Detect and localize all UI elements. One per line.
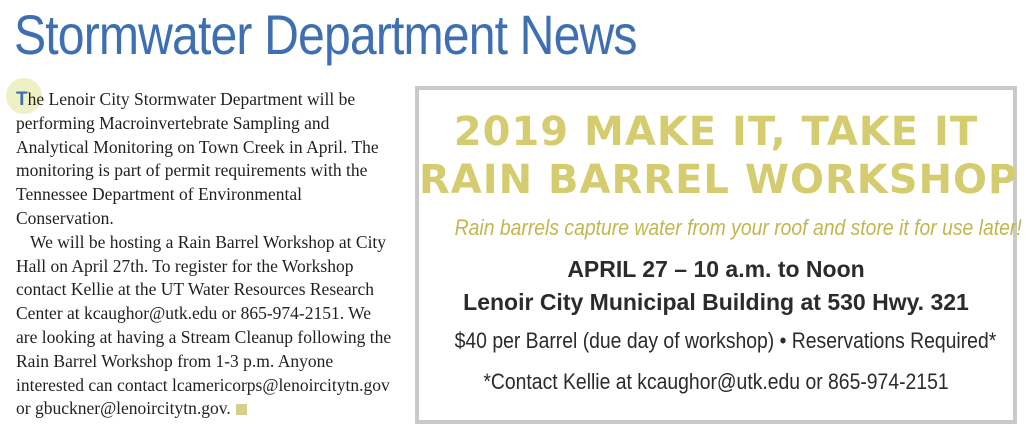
workshop-contact: *Contact Kellie at kcaughor@utk.edu or 865-974-2151 xyxy=(483,369,949,394)
workshop-tagline: Rain barrels capture water from your roof and store it for use later! xyxy=(454,215,1022,240)
workshop-date-time: APRIL 27 – 10 a.m. to Noon xyxy=(567,256,865,282)
dropcap-letter: T xyxy=(16,89,28,110)
article-column xyxy=(16,88,396,421)
workshop-announcement-box xyxy=(415,86,1022,424)
article-paragraph-2 xyxy=(16,231,396,421)
workshop-price: $40 per Barrel (due day of workshop) • Reservations Required* xyxy=(454,328,997,353)
paragraph-1-text: he Lenoir City Stormwater Department will be performing Macroinvertebrate Sampling and Analytical Monitoring on Town Creek in April. The monitoring is part of permit requirements with the Tennessee Department of Environmental Conservation. xyxy=(16,89,379,228)
end-of-article-square-icon xyxy=(236,404,247,415)
article-paragraph-1 xyxy=(16,88,396,231)
page-headline: Stormwater Department News xyxy=(14,3,637,66)
workshop-venue: Lenoir City Municipal Building at 530 Hwy. 321 xyxy=(463,289,969,315)
paragraph-2-text: We will be hosting a Rain Barrel Workshop at City Hall on April 27th. To register for the Workshop contact Kellie at the UT Water Resources Research Center at kcaughor@utk.edu or 865-974-2151. We are looking at having a Stream Cleanup following the Rain Barrel Workshop from 1-3 p.m. Anyone interested can contact lcamericorps@lenoircitytn.gov or gbuckner@lenoircitytn.gov. xyxy=(16,231,392,419)
workshop-title-line-2: RAIN BARREL WORKSHOP xyxy=(419,157,1019,203)
workshop-title-line-1: 2019 MAKE IT, TAKE IT xyxy=(453,109,979,155)
